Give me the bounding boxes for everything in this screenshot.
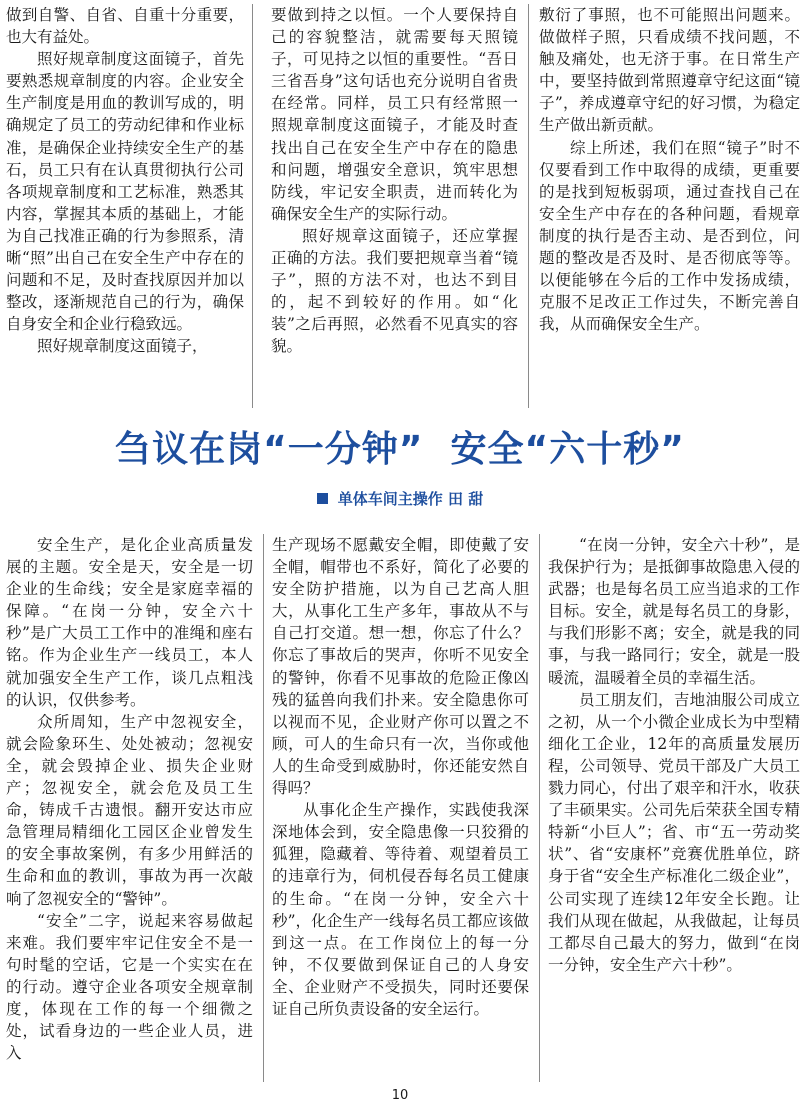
- page-number: 10: [391, 1088, 409, 1103]
- top-column-1: [0, 4, 253, 408]
- article-title-block: [0, 420, 800, 480]
- paragraph: 照好规章制度这面镜子，首先要熟悉规章制度的内容。企业安全生产制度是用血的教训写成的，明确规定了员工的劳动纪律和作业标准，是确保企业持续安全生产的基石，员工只有在认真贯彻执行公司各项规章制度和工艺标准，熟悉其内容，掌握其本质的基础上，才能为自己找准正确的行为参照系，清晰“照”出自己在安全生产中存在的问题和不足，及时查找原因并加以整改，逐渐规范自己的行为，确保自身安全和企业行稳致远。: [6, 50, 244, 334]
- main-article-body: [0, 534, 800, 1082]
- bottom-column-3: [540, 534, 800, 1082]
- bottom-column-2: [264, 534, 540, 1082]
- top-article-continuation: [0, 4, 800, 408]
- paragraph: 要做到持之以恒。一个人要保持自己的容貌整洁，就需要每天照镜子，可见持之以恒的重要性。“吾日三省吾身”这句话也充分说明自省贵在经常。同样，员工只有经常照一照规章制度这面镜子，才能及时查找出自己在安全生产中存在的隐患和问题，增强安全意识，筑牢思想防线，牢记安全职责，进而转化为确保安全生产的实际行动。: [271, 6, 518, 223]
- paragraph: 众所周知，生产中忽视安全，就会险象环生、处处被动；忽视安全，就会毁掉企业、损失企业财产；忽视安全，就会危及员工生命，铸成千古遗恨。翻开安达市应急管理局精细化工园区企业曾发生的安全事故案例，有多少用鲜活的生命和血的教训，事故为再一次敲响了忽视安全的“警钟”。: [6, 712, 253, 908]
- byline-text: 单体车间主操作 田 甜: [337, 490, 484, 508]
- paragraph: 生产现场不愿戴安全帽，即使戴了安全帽，帽带也不系好，简化了必要的安全防护措施，以为自己艺高人胆大，从事化工生产多年，事故从不与自己打交道。想一想，你忘了什么？你忘了事故后的哭声，你听不见安全的警钟，你看不见事故的危险正像凶残的猛兽向我们扑来。安全隐患你可以视而不见，企业财产你可以置之不顾，可人的生命只有一次，当你或他人的生命受到威胁时，你还能安然自得吗？: [272, 536, 529, 798]
- paragraph: 从事化企生产操作，实践使我深深地体会到，安全隐患像一只狡猾的狐狸，隐藏着、等待着、观望着员工的违章行为，伺机侵吞每名员工健康的生命。“在岗一分钟，安全六十秒”，化企生产一线每名员工都应该做到这一点。在工作岗位上的每一分钟，不仅要做到保证自己的人身安全、企业财产不受损失，同时还要保证自己所负责设备的安全运行。: [272, 801, 529, 1018]
- paragraph: 做到自警、自省、自重十分重要，也大有益处。: [6, 6, 244, 47]
- paragraph: 照好规章这面镜子，还应掌握正确的方法。我们要把规章当着“镜子”，照的方法不对，也达不到目的，起不到较好的作用。如“化装”之后再照，必然看不见真实的容貌。: [271, 226, 518, 356]
- paragraph: 照好规章制度这面镜子，: [37, 337, 208, 356]
- paragraph: 敷衍了事照，也不可能照出问题来。做做样子照，只看成绩不找问题，不触及痛处，也无济于事。在日常生产中，要坚持做到常照遵章守纪这面“镜子”，养成遵章守纪的好习惯，为稳定生产做出新贡献。: [539, 6, 800, 135]
- paragraph: 综上所述，我们在照“镜子”时不仅要看到工作中取得的成绩，更重要的是找到短板弱项，通过查找自己在安全生产中存在的各种问题，看规章制度的执行是否主动、是否到位，问题的整改是否及时、是否彻底等等。以便能够在今后的工作中发扬成绩，克服不足改正工作过失，不断完善自我，从而确保安全生产。: [539, 138, 800, 334]
- paragraph: “在岗一分钟，安全六十秒”，是我保护行为；是抵御事故隐患入侵的武器；也是每名员工应当追求的工作目标。安全，就是每名员工的身影，与我们形影不离；安全，就是我的同事，与我一路同行；安全，就是一股暖流，温暖着全员的幸福生活。: [548, 536, 800, 687]
- top-column-2: [253, 4, 529, 408]
- paragraph: “安全”二字，说起来容易做起来难。我们要牢牢记住安全不是一句时髦的空话，它是一个实实在在的行动。遵守企业各项安全规章制度，体现在工作的每一个细微之处，试看身边的一些企业人员，进入: [6, 911, 253, 1063]
- bottom-column-1: [0, 534, 264, 1082]
- article-byline: [0, 488, 800, 509]
- square-bullet-icon: [317, 493, 328, 504]
- article-title: 刍议在岗“一分钟” 安全“六十秒”: [115, 429, 685, 470]
- paragraph: 安全生产，是化企业高质量发展的主题。安全是天，安全是一切企业的生命线；安全是家庭幸福的保障。“在岗一分钟，安全六十秒”是广大员工工作中的准绳和座右铭。作为企业生产一线员工，本人就加强安全生产工作，谈几点粗浅的认识，仅供参考。: [6, 536, 253, 709]
- top-column-3: [529, 4, 800, 408]
- paragraph: 员工朋友们，吉地油服公司成立之初，从一个小微企业成长为中型精细化工企业，12年的高质量发展历程，公司领导、党员干部及广大员工戮力同心，付出了艰辛和汗水，收获了丰硕果实。公司先后荣获全国专精特新“小巨人”；省、市“五一劳动奖状”、省“安康杯”竞赛优胜单位，跻身于省“安全生产标准化二级企业”，公司实现了连续12年安全长跑。让我们从现在做起，从我做起，让每员工都尽自己最大的努力，做到“在岗一分钟，安全生产六十秒”。: [548, 690, 800, 974]
